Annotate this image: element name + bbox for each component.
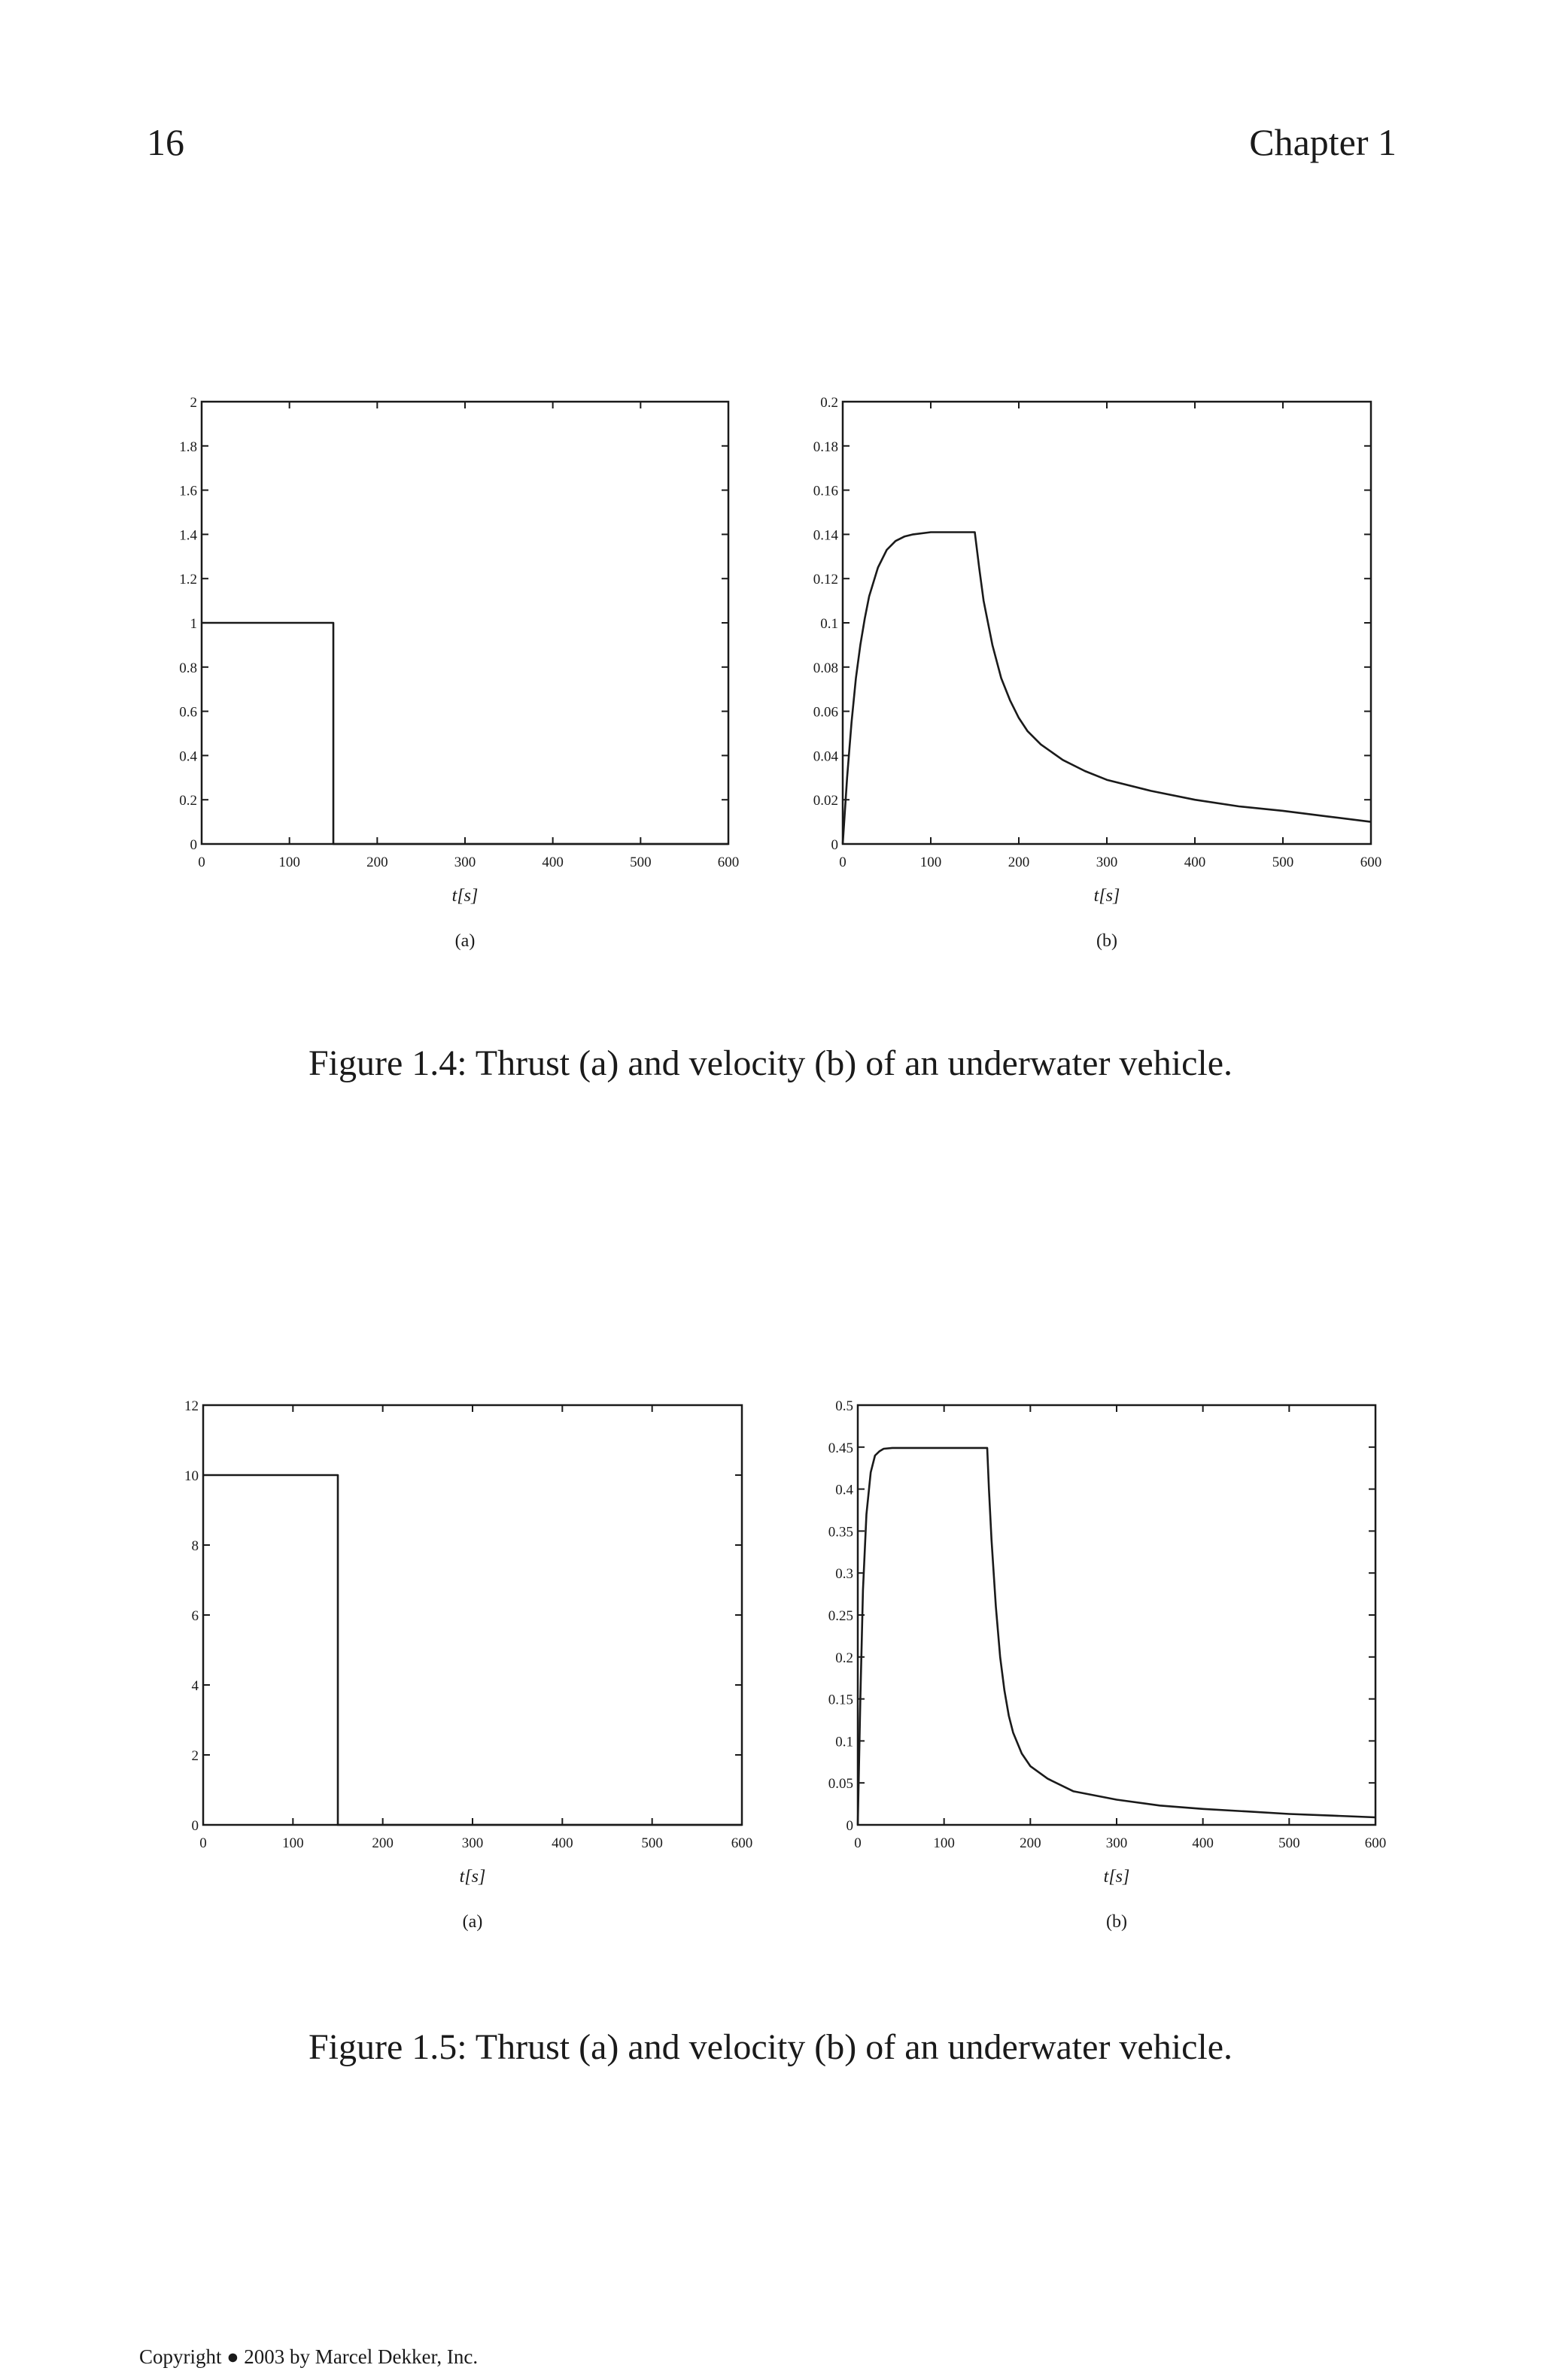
plot-frame bbox=[858, 1405, 1375, 1825]
panel-label: (a) bbox=[462, 1912, 483, 1932]
x-tick-label: 400 bbox=[542, 855, 564, 870]
y-tick-label: 0.14 bbox=[813, 527, 838, 544]
x-tick-label: 0 bbox=[854, 1835, 862, 1851]
y-tick-label: 2 bbox=[190, 395, 197, 411]
y-tick-label: 1.6 bbox=[179, 483, 197, 499]
x-tick-label: 0 bbox=[198, 855, 205, 870]
x-tick-label: 400 bbox=[552, 1835, 573, 1851]
y-tick-label: 1.8 bbox=[179, 439, 197, 455]
y-tick-label: 2 bbox=[191, 1748, 199, 1764]
x-tick-label: 300 bbox=[1105, 1835, 1128, 1851]
x-tick-label: 600 bbox=[1360, 855, 1382, 870]
chapter-header: Chapter 1 bbox=[1249, 121, 1397, 163]
y-tick-label: 1.2 bbox=[179, 572, 197, 588]
y-tick-label: 0.08 bbox=[813, 660, 838, 676]
x-tick-label: 600 bbox=[731, 1835, 753, 1851]
y-tick-label: 8 bbox=[191, 1538, 199, 1554]
x-tick-label: 600 bbox=[1364, 1835, 1387, 1851]
x-tick-label: 200 bbox=[366, 855, 388, 870]
y-tick-label: 0.05 bbox=[828, 1776, 853, 1793]
x-tick-label: 500 bbox=[1278, 1835, 1300, 1851]
y-tick-label: 0.4 bbox=[835, 1482, 853, 1498]
y-tick-label: 6 bbox=[191, 1608, 199, 1624]
x-tick-label: 300 bbox=[454, 855, 476, 870]
x-axis-label: t[s] bbox=[459, 1867, 486, 1887]
y-tick-label: 0.06 bbox=[813, 704, 838, 721]
x-tick-label: 400 bbox=[1184, 855, 1206, 870]
x-tick-label: 0 bbox=[199, 1835, 207, 1851]
series-line bbox=[858, 1448, 1375, 1825]
x-tick-label: 500 bbox=[1272, 855, 1294, 870]
y-tick-label: 0 bbox=[191, 1818, 199, 1834]
x-tick-label: 300 bbox=[461, 1835, 484, 1851]
x-tick-label: 100 bbox=[933, 1835, 955, 1851]
x-tick-label: 500 bbox=[641, 1835, 663, 1851]
x-tick-label: 200 bbox=[1008, 855, 1030, 870]
x-axis-label: t[s] bbox=[1093, 886, 1120, 906]
y-tick-label: 0.3 bbox=[835, 1566, 853, 1583]
panel-label: (b) bbox=[1096, 931, 1117, 951]
panel-label: (a) bbox=[454, 931, 476, 951]
y-tick-label: 0.1 bbox=[835, 1734, 853, 1750]
y-tick-label: 0 bbox=[831, 837, 838, 853]
y-tick-label: 0.15 bbox=[828, 1692, 853, 1708]
x-tick-label: 600 bbox=[717, 855, 740, 870]
x-tick-label: 100 bbox=[282, 1835, 304, 1851]
y-tick-label: 0 bbox=[846, 1818, 853, 1834]
y-tick-label: 0.12 bbox=[813, 572, 838, 588]
y-tick-label: 4 bbox=[191, 1678, 199, 1694]
page-number: 16 bbox=[147, 121, 184, 163]
y-tick-label: 0.25 bbox=[828, 1608, 853, 1624]
copyright-notice: Copyright ● 2003 by Marcel Dekker, Inc. bbox=[139, 2345, 479, 2368]
x-axis-label: t[s] bbox=[451, 886, 479, 906]
x-tick-label: 300 bbox=[1096, 855, 1118, 870]
panel-label: (b) bbox=[1106, 1912, 1127, 1932]
y-tick-label: 0.5 bbox=[835, 1398, 853, 1414]
y-tick-label: 0.45 bbox=[828, 1440, 853, 1456]
x-tick-label: 200 bbox=[372, 1835, 394, 1851]
y-tick-label: 1 bbox=[190, 616, 197, 632]
y-tick-label: 12 bbox=[184, 1398, 199, 1414]
y-tick-label: 0.8 bbox=[179, 660, 197, 676]
y-tick-label: 0 bbox=[190, 837, 197, 853]
y-tick-label: 0.2 bbox=[179, 793, 197, 809]
y-tick-label: 0.2 bbox=[820, 395, 838, 411]
x-tick-label: 500 bbox=[630, 855, 652, 870]
y-tick-label: 0.04 bbox=[813, 748, 838, 765]
y-tick-label: 1.4 bbox=[179, 527, 197, 544]
y-tick-label: 0.4 bbox=[179, 748, 197, 765]
y-tick-label: 0.02 bbox=[813, 793, 838, 809]
y-tick-label: 0.1 bbox=[820, 616, 838, 632]
x-tick-label: 400 bbox=[1192, 1835, 1214, 1851]
y-tick-label: 0.35 bbox=[828, 1524, 853, 1541]
y-tick-label: 0.6 bbox=[179, 704, 197, 721]
y-tick-label: 0.2 bbox=[835, 1650, 853, 1666]
figure-1-5-caption: Figure 1.5: Thrust (a) and velocity (b) of an underwater vehicle. bbox=[308, 2027, 1233, 2067]
x-tick-label: 100 bbox=[278, 855, 300, 870]
x-tick-label: 200 bbox=[1020, 1835, 1041, 1851]
figure-1-4-caption: Figure 1.4: Thrust (a) and velocity (b) of an underwater vehicle. bbox=[308, 1043, 1233, 1083]
x-tick-label: 100 bbox=[919, 855, 942, 870]
x-tick-label: 0 bbox=[839, 855, 846, 870]
y-tick-label: 10 bbox=[184, 1468, 199, 1484]
y-tick-label: 0.18 bbox=[813, 439, 838, 455]
y-tick-label: 0.16 bbox=[813, 483, 838, 499]
x-axis-label: t[s] bbox=[1103, 1867, 1130, 1887]
